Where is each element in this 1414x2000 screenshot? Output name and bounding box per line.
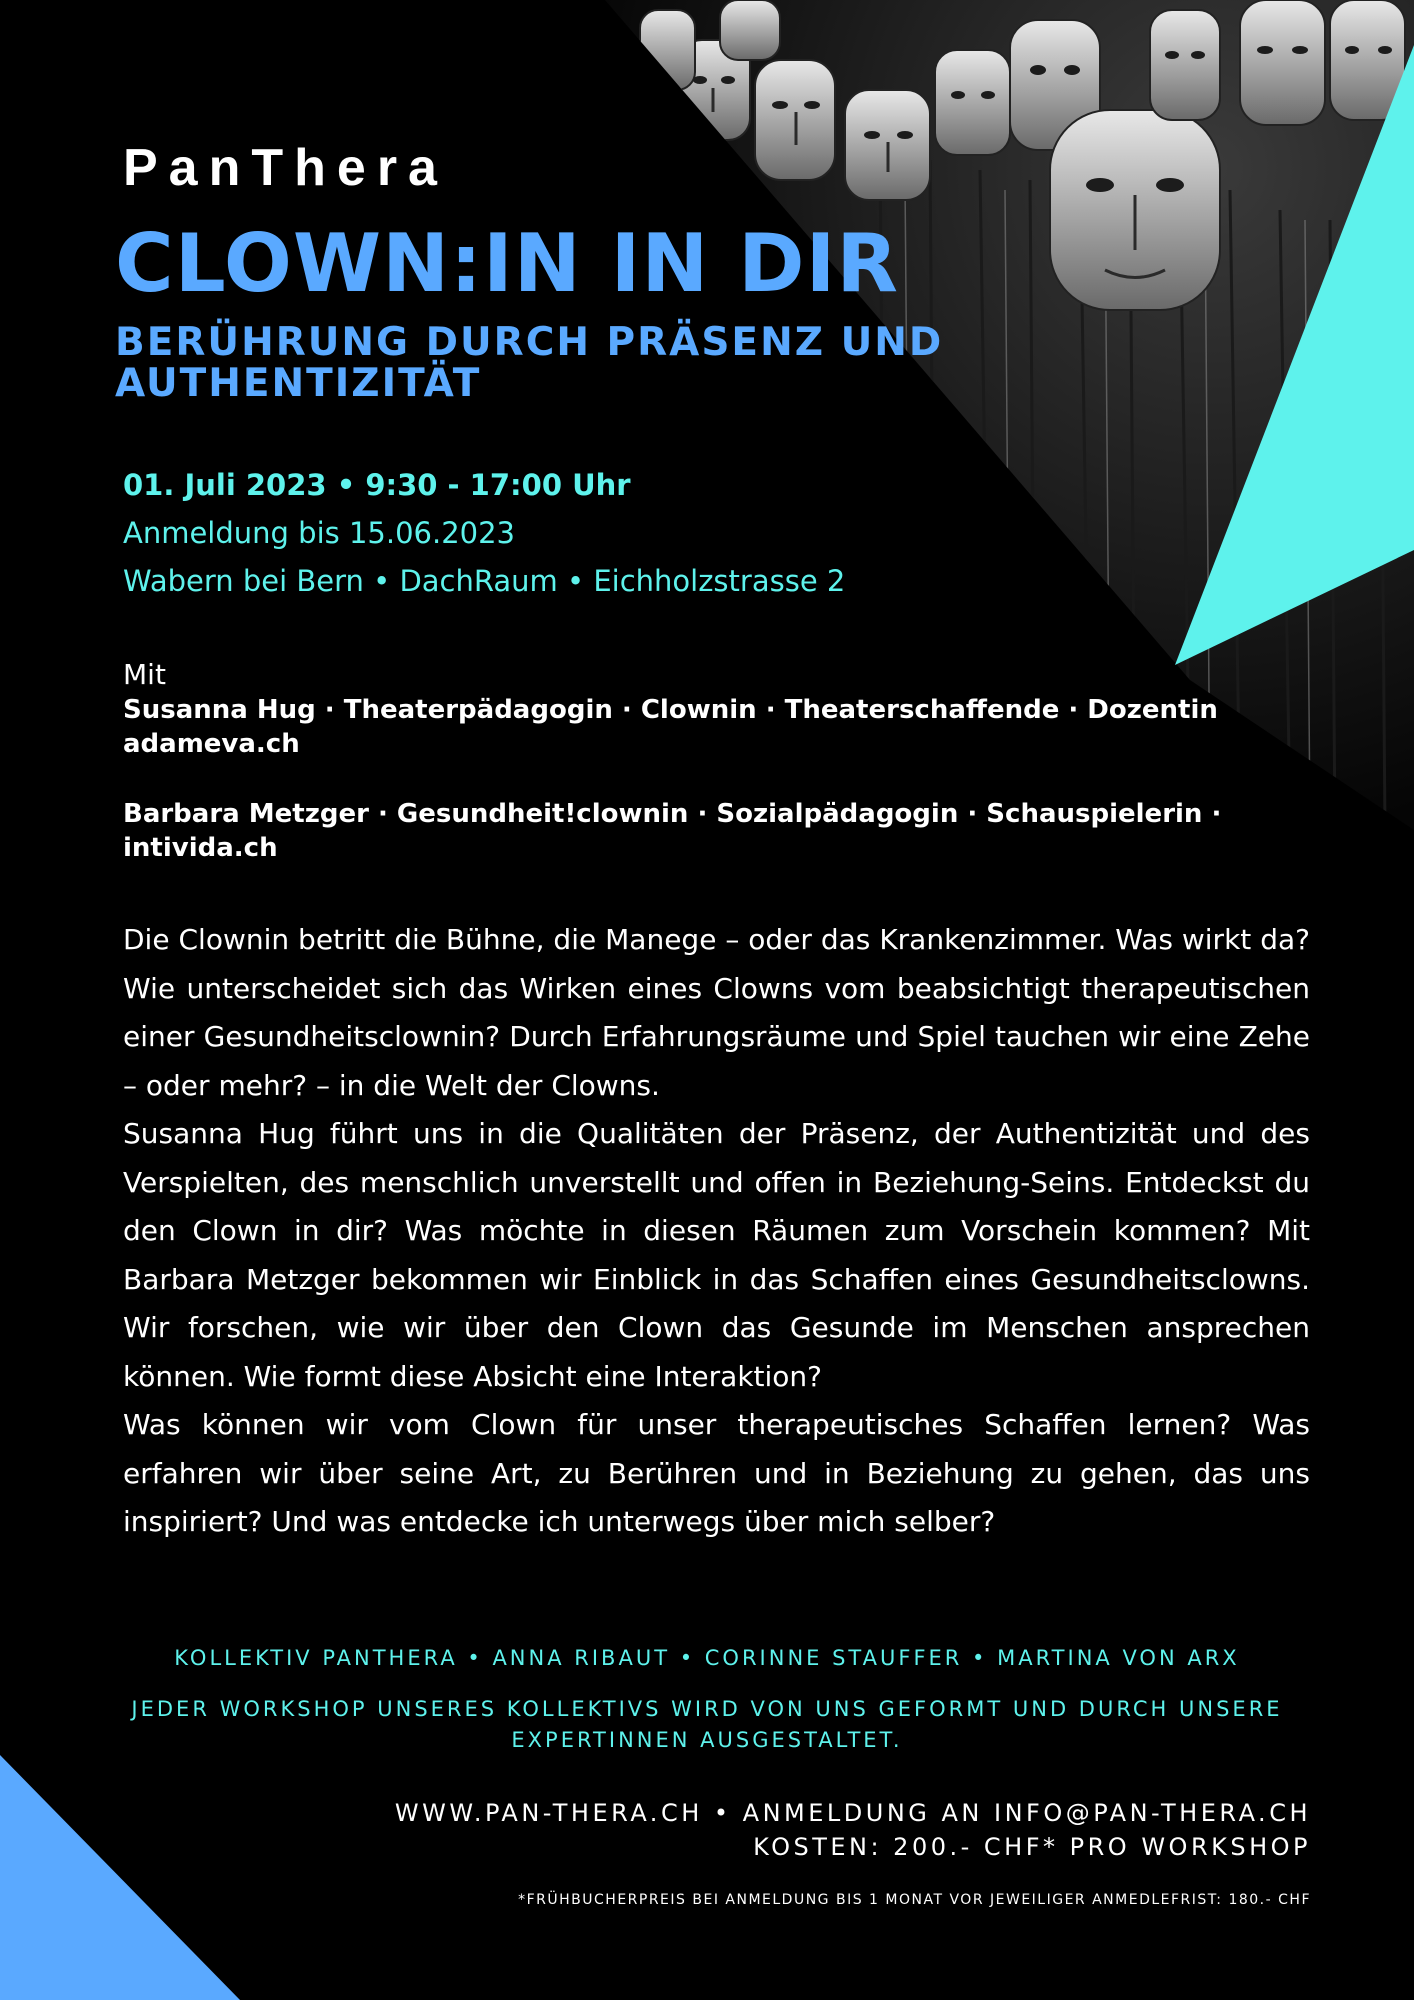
facilitator-susanna-hug: Susanna Hug · Theaterpädagogin · Clownin · Theaterschaffende · Dozentin [123, 695, 1218, 725]
facilitator-barbara-metzger-website: intivida.ch [123, 833, 278, 863]
registration-deadline: Anmeldung bis 15.06.2023 [123, 516, 515, 550]
event-date-time: 01. Juli 2023 • 9:30 - 17:00 Uhr [123, 468, 631, 502]
event-title: CLOWN:IN IN DIR [115, 217, 899, 310]
event-subtitle: BERÜHRUNG DURCH PRÄSENZ UND AUTHENTIZITÄT [115, 320, 944, 406]
description-paragraph: Was können wir vom Clown für unser therapeutisches Schaffen lernen? Was erfahren wir über seine Art, zu Berühren und in Beziehung zu gehen, das uns inspiriert? Und was entdecke ich unterwegs über mich selber? [123, 1408, 1310, 1538]
description-paragraph: Die Clownin betritt die Bühne, die Manege – oder das Krankenzimmer. Was wirkt da? Wie unterscheidet sich das Wirken eines Clowns vom beabsichtigt therapeutischen einer Gesundheitsclownin? Durch Erfahrungsräume und Spiel tauchen wir eine Zehe – oder mehr? – in die Welt der Clowns. [123, 923, 1310, 1102]
facilitators [123, 657, 1313, 865]
cost-line: KOSTEN: 200.- CHF* PRO WORKSHOP [753, 1833, 1311, 1861]
event-location: Wabern bei Bern • DachRaum • Eichholzstrasse 2 [123, 564, 846, 598]
description-paragraph: Susanna Hug führt uns in die Qualitäten der Präsenz, der Authentizität und des Verspielten, des menschlich unverstellt und offen in Beziehung-Seins. Entdeckst du den Clown in dir? Was möchte in diesen Räumen zum Vorschein kommen? Mit Barbara Metzger bekommen wir Einblick in das Schaffen eines Gesundheitsclowns. Wir forschen, wie wir über den Clown das Gesunde im Menschen ansprechen können. Wie formt diese Absicht eine Interaktion? [123, 1117, 1310, 1393]
contact-info [395, 1796, 1311, 1864]
facilitator-barbara-metzger: Barbara Metzger · Gesundheit!clownin · Sozialpädagogin · Schauspielerin · [123, 799, 1222, 829]
collective-statement: JEDER WORKSHOP UNSERES KOLLEKTIVS WIRD VON UNS GEFORMT UND DURCH UNSERE EXPERTINNEN AUSGESTALTET. [131, 1697, 1283, 1752]
early-bird-footnote: *FRÜHBUCHERPREIS BEI ANMELDUNG BIS 1 MONAT VOR JEWEILIGER ANMEDLEFRIST: 180.- CHF [518, 1892, 1311, 1908]
contact-line[interactable]: WWW.PAN-THERA.CH • ANMELDUNG AN INFO@PAN-THERA.CH [394, 1799, 1311, 1827]
blue-triangle [0, 1755, 240, 2000]
description [123, 916, 1310, 1547]
collective-members: KOLLEKTIV PANTHERA • ANNA RIBAUT • CORINNE STAUFFER • MARTINA VON ARX [174, 1646, 1240, 1670]
event-details [123, 461, 1023, 605]
with-label: Mit [123, 658, 166, 691]
brand-name: PanThera [123, 139, 448, 197]
facilitator-susanna-hug-website: adameva.ch [123, 729, 300, 759]
